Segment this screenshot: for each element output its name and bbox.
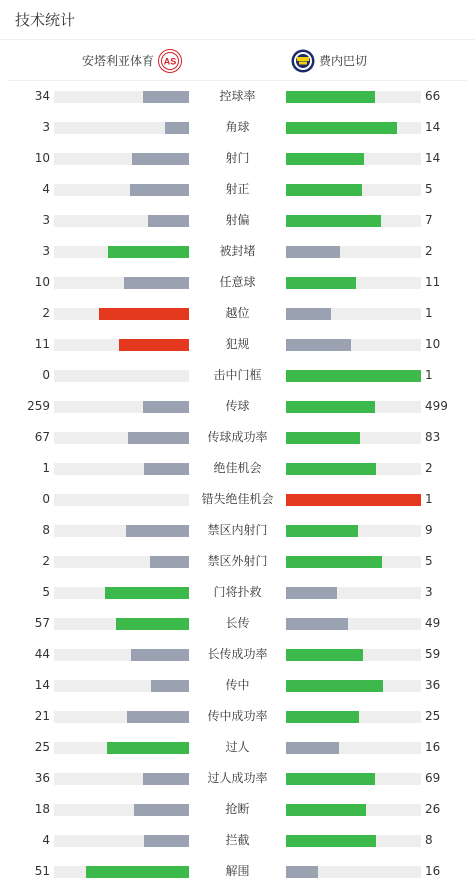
away-stat-bar (286, 122, 421, 134)
away-stat-bar-fill (286, 308, 331, 320)
away-stat-bar-fill (286, 184, 362, 196)
away-stat-bar-fill (286, 122, 397, 134)
away-stat-bar-fill (286, 277, 356, 289)
stat-label: 射门 (225, 151, 250, 165)
home-stat-bar (54, 277, 189, 289)
stat-row (0, 143, 475, 174)
home-stat-value: 4 (42, 833, 50, 847)
away-stat-bar-fill (286, 618, 348, 630)
stat-label: 传球 (225, 399, 250, 413)
stat-label: 禁区外射门 (207, 554, 268, 568)
away-stat-bar (286, 525, 421, 537)
stat-row (0, 329, 475, 360)
away-stat-bar (286, 153, 421, 165)
stat-label: 被封堵 (219, 244, 256, 258)
home-stat-value: 44 (34, 647, 50, 661)
stat-row (0, 670, 475, 701)
stat-row (0, 546, 475, 577)
home-stat-bar-fill (116, 618, 189, 630)
home-stat-bar (54, 711, 189, 723)
stat-row (0, 112, 475, 143)
stat-row (0, 608, 475, 639)
away-stat-bar (286, 308, 421, 320)
away-stat-bar-fill (286, 649, 363, 661)
home-stat-bar (54, 370, 189, 382)
home-stat-bar (54, 618, 189, 630)
home-team-name: 安塔利亚体育 (81, 54, 154, 68)
away-stat-value: 3 (425, 585, 433, 599)
stat-label: 过人成功率 (207, 771, 268, 785)
home-stat-bar (54, 742, 189, 754)
home-stat-bar-fill (144, 463, 189, 475)
home-stat-bar (54, 401, 189, 413)
stat-row (0, 732, 475, 763)
home-stat-value: 21 (34, 709, 50, 723)
home-stat-value: 5 (42, 585, 50, 599)
away-stat-value: 26 (425, 802, 441, 816)
stat-label: 抢断 (225, 802, 250, 816)
stat-label: 越位 (225, 306, 250, 320)
home-stat-bar-fill (148, 215, 189, 227)
away-stat-bar-fill (286, 370, 421, 382)
home-stat-bar (54, 525, 189, 537)
away-stat-value: 66 (425, 89, 441, 103)
home-stat-bar-fill (126, 525, 189, 537)
away-stat-bar (286, 649, 421, 661)
away-stat-value: 9 (425, 523, 433, 537)
stat-row (0, 236, 475, 267)
home-stat-value: 14 (34, 678, 50, 692)
away-stat-value: 499 (425, 399, 448, 413)
home-crest-letters: AS (163, 56, 177, 66)
antalyaspor-crest-icon (158, 49, 182, 73)
away-stat-bar (286, 463, 421, 475)
stat-row (0, 484, 475, 515)
stat-label: 犯规 (225, 337, 250, 351)
home-stat-bar-fill (144, 835, 189, 847)
home-stat-value: 34 (34, 89, 50, 103)
away-team-name: 费内巴切 (319, 54, 368, 68)
home-stat-bar (54, 215, 189, 227)
stat-row (0, 701, 475, 732)
home-stat-bar-fill (127, 711, 189, 723)
away-stat-bar-fill (286, 432, 360, 444)
home-stat-bar-fill (131, 649, 189, 661)
away-stat-bar (286, 494, 421, 506)
away-stat-value: 10 (425, 337, 441, 351)
away-stat-bar (286, 432, 421, 444)
away-stat-bar (286, 773, 421, 785)
home-stat-value: 36 (34, 771, 50, 785)
stat-label: 过人 (225, 740, 250, 754)
home-stat-value: 8 (42, 523, 50, 537)
home-stat-bar-fill (130, 184, 189, 196)
home-stat-value: 51 (34, 864, 50, 878)
away-stat-value: 14 (425, 120, 441, 134)
page-title: 技术统计 (15, 11, 76, 29)
home-stat-value: 259 (27, 399, 50, 413)
away-stat-bar (286, 246, 421, 258)
stat-row (0, 360, 475, 391)
home-stat-value: 2 (42, 554, 50, 568)
stat-label: 拦截 (225, 833, 250, 847)
home-stat-bar (54, 339, 189, 351)
home-stat-bar (54, 122, 189, 134)
away-stat-bar-fill (286, 711, 359, 723)
home-team (82, 40, 182, 81)
stat-row (0, 639, 475, 670)
home-stat-bar (54, 153, 189, 165)
home-stat-bar-fill (151, 680, 189, 692)
away-stat-bar (286, 184, 421, 196)
away-stat-bar (286, 401, 421, 413)
away-stat-value: 7 (425, 213, 433, 227)
stat-row (0, 794, 475, 825)
stat-row (0, 515, 475, 546)
away-stat-bar-fill (286, 339, 351, 351)
home-stat-bar (54, 308, 189, 320)
away-stat-value: 59 (425, 647, 441, 661)
home-stat-bar (54, 463, 189, 475)
home-stat-value: 4 (42, 182, 50, 196)
home-stat-value: 3 (42, 213, 50, 227)
stat-label: 射正 (225, 182, 250, 196)
home-stat-bar (54, 866, 189, 878)
away-stat-value: 16 (425, 864, 441, 878)
home-stat-bar-fill (132, 153, 189, 165)
away-stat-value: 1 (425, 306, 433, 320)
away-stat-bar-fill (286, 680, 383, 692)
away-stat-value: 8 (425, 833, 433, 847)
home-stat-value: 2 (42, 306, 50, 320)
away-stat-bar-fill (286, 215, 381, 227)
home-stat-bar (54, 184, 189, 196)
away-stat-value: 49 (425, 616, 441, 630)
home-stat-value: 3 (42, 120, 50, 134)
away-stat-bar (286, 215, 421, 227)
away-stat-bar (286, 370, 421, 382)
away-stat-bar-fill (286, 835, 376, 847)
away-stat-bar-fill (286, 91, 375, 103)
stat-row (0, 298, 475, 329)
fenerbahce-crest-icon (291, 49, 315, 73)
away-stat-bar (286, 277, 421, 289)
away-stat-bar (286, 556, 421, 568)
away-stat-bar (286, 680, 421, 692)
away-stat-bar-fill (286, 153, 364, 165)
stat-label: 解围 (225, 864, 250, 878)
away-stat-value: 2 (425, 461, 433, 475)
away-stat-bar-fill (286, 525, 358, 537)
home-stat-bar (54, 432, 189, 444)
home-stat-bar (54, 494, 189, 506)
away-stat-bar-fill (286, 804, 366, 816)
home-stat-bar-fill (124, 277, 189, 289)
stat-label: 击中门框 (213, 368, 262, 382)
away-stat-bar (286, 587, 421, 599)
teams-row (8, 40, 467, 81)
away-stat-bar-fill (286, 556, 382, 568)
away-stat-bar (286, 711, 421, 723)
stat-row (0, 174, 475, 205)
stat-row (0, 205, 475, 236)
away-stat-value: 69 (425, 771, 441, 785)
away-stat-value: 2 (425, 244, 433, 258)
away-stat-value: 11 (425, 275, 441, 289)
home-stat-bar (54, 556, 189, 568)
stat-label: 控球率 (219, 89, 256, 103)
away-stat-bar (286, 866, 421, 878)
away-stat-value: 25 (425, 709, 441, 723)
home-stat-bar-fill (107, 742, 189, 754)
away-stat-bar-fill (286, 587, 337, 599)
home-stat-bar (54, 246, 189, 258)
away-stat-bar-fill (286, 866, 318, 878)
home-stat-bar (54, 91, 189, 103)
home-stat-bar (54, 804, 189, 816)
away-stat-bar-fill (286, 463, 376, 475)
home-stat-bar (54, 680, 189, 692)
away-stat-value: 1 (425, 492, 433, 506)
away-stat-bar-fill (286, 246, 340, 258)
away-team (291, 40, 367, 81)
home-stat-bar-fill (128, 432, 189, 444)
away-stat-value: 5 (425, 182, 433, 196)
home-stat-value: 18 (34, 802, 50, 816)
stat-label: 绝佳机会 (213, 461, 262, 475)
stat-row (0, 825, 475, 856)
home-stat-bar-fill (99, 308, 189, 320)
stat-label: 长传成功率 (207, 647, 268, 661)
home-stat-value: 3 (42, 244, 50, 258)
stats-list (0, 81, 475, 887)
away-stat-bar-fill (286, 742, 339, 754)
home-stat-bar-fill (86, 866, 189, 878)
stat-label: 角球 (225, 120, 250, 134)
away-stat-value: 1 (425, 368, 433, 382)
away-stat-bar (286, 618, 421, 630)
stat-label: 传中 (225, 678, 250, 692)
stat-row (0, 391, 475, 422)
away-stat-bar (286, 804, 421, 816)
home-stat-value: 0 (42, 492, 50, 506)
stat-label: 传球成功率 (207, 430, 268, 444)
home-stat-value: 57 (34, 616, 50, 630)
away-stat-bar (286, 91, 421, 103)
away-stat-value: 16 (425, 740, 441, 754)
stats-header (0, 0, 475, 40)
away-stat-value: 36 (425, 678, 441, 692)
stat-label: 错失绝佳机会 (201, 492, 274, 506)
stat-label: 禁区内射门 (207, 523, 268, 537)
stat-label: 门将扑救 (213, 585, 262, 599)
home-stat-bar (54, 773, 189, 785)
home-stat-bar (54, 649, 189, 661)
home-stat-bar-fill (150, 556, 189, 568)
home-stat-bar (54, 587, 189, 599)
stat-row (0, 267, 475, 298)
stat-label: 传中成功率 (207, 709, 268, 723)
home-stat-value: 25 (34, 740, 50, 754)
away-stat-bar-fill (286, 494, 421, 506)
stat-label: 任意球 (219, 275, 256, 289)
home-stat-bar-fill (143, 773, 189, 785)
stat-row (0, 422, 475, 453)
home-stat-bar-fill (143, 91, 189, 103)
home-stat-bar-fill (108, 246, 189, 258)
stat-label: 射偏 (225, 213, 250, 227)
away-stat-bar-fill (286, 401, 375, 413)
away-stat-value: 14 (425, 151, 441, 165)
stat-row (0, 856, 475, 887)
home-stat-bar-fill (134, 804, 189, 816)
home-stat-value: 0 (42, 368, 50, 382)
away-stat-value: 5 (425, 554, 433, 568)
home-stat-value: 1 (42, 461, 50, 475)
home-stat-bar-fill (143, 401, 189, 413)
home-stat-bar-fill (165, 122, 189, 134)
away-stat-bar (286, 339, 421, 351)
home-stat-value: 10 (34, 275, 50, 289)
stat-row (0, 577, 475, 608)
away-stat-value: 83 (425, 430, 441, 444)
away-stat-bar-fill (286, 773, 375, 785)
stat-row (0, 453, 475, 484)
home-stat-value: 11 (34, 337, 50, 351)
stat-row (0, 81, 475, 112)
home-stat-bar-fill (105, 587, 189, 599)
home-stat-value: 67 (34, 430, 50, 444)
stat-label: 长传 (225, 616, 250, 630)
home-stat-bar-fill (119, 339, 189, 351)
home-stat-bar (54, 835, 189, 847)
away-stat-bar (286, 742, 421, 754)
stat-row (0, 763, 475, 794)
away-stat-bar (286, 835, 421, 847)
home-stat-value: 10 (34, 151, 50, 165)
